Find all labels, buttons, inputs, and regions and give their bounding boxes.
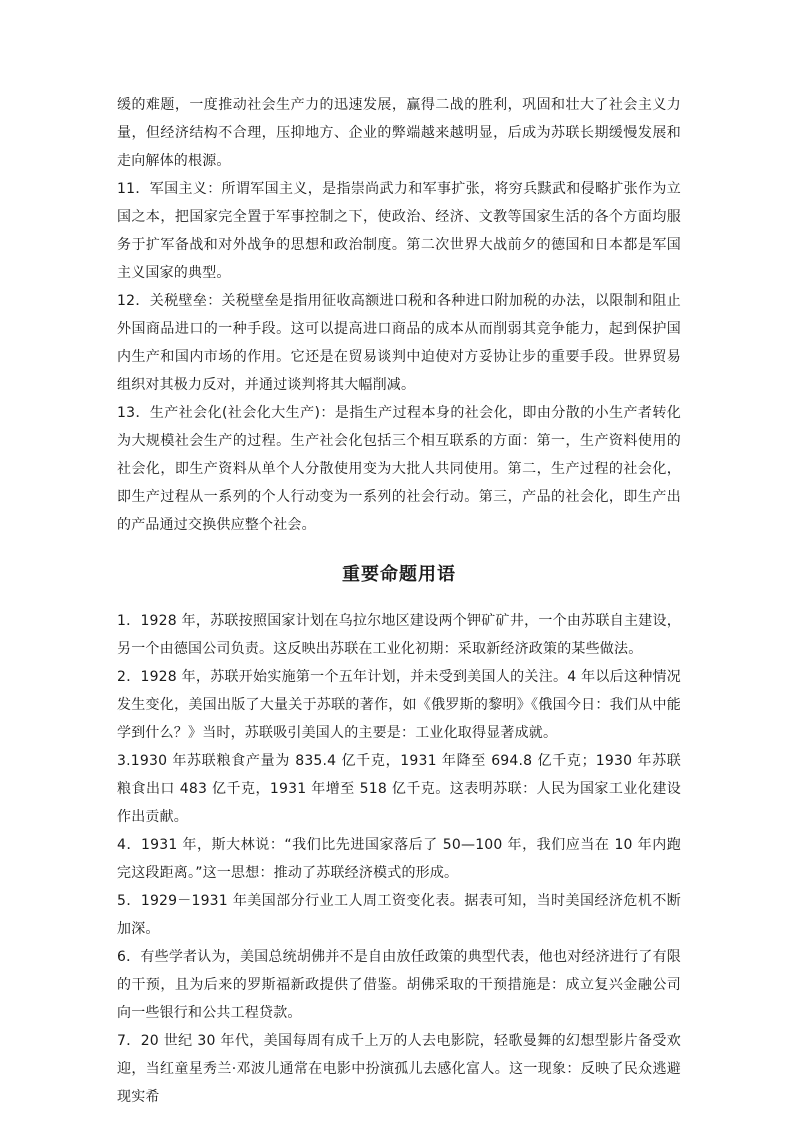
- phrase-item-1: 1．1928 年，苏联按照国家计划在乌拉尔地区建设两个钾矿矿井，一个由苏联自主建设，另一个由德国公司负责。这反映出苏联在工业化初期：采取新经济政策的某些做法。: [117, 613, 681, 657]
- phrase-item-3: 3.1930 年苏联粮食产量为 835.4 亿千克，1931 年降至 694.8 亿千克；1930 年苏联粮食出口 483 亿千克，1931 年增至 518 亿千克。这表明苏联：人民为国家工业化建设作出贡献。: [117, 753, 681, 825]
- section-title: 重要命题用语: [342, 564, 456, 585]
- phrase-item-6: 6．有些学者认为，美国总统胡佛并不是自由放任政策的典型代表，他也对经济进行了有限的干预，且为后来的罗斯福新政提供了借鉴。胡佛采取的干预措施是：成立复兴金融公司向一些银行和公共工程贷款。: [117, 949, 681, 1021]
- phrase-item-2: 2．1928 年，苏联开始实施第一个五年计划，并未受到美国人的关注。4 年以后这种情况发生变化，美国出版了大量关于苏联的著作，如《俄罗斯的黎明》《俄国今日：我们从中能学到什么？》当时，苏联吸引美国人的主要是：工业化取得显著成就。: [117, 669, 681, 741]
- phrase-item-4: 4．1931 年，斯大林说：“我们比先进国家落后了 50—100 年，我们应当在 10 年内跑完这段距离。”这一思想：推动了苏联经济模式的形成。: [117, 837, 681, 881]
- phrase-item-7: 7．20 世纪 30 年代，美国每周有成千上万的人去电影院，轻歌曼舞的幻想型影片备受欢迎，当红童星秀兰·邓波儿通常在电影中扮演孤儿去感化富人。这一现象：反映了民众逃避现实希: [117, 1033, 681, 1105]
- document-content: [117, 91, 681, 1111]
- phrase-item-5: 5．1929－1931 年美国部分行业工人周工资变化表。据表可知，当时美国经济危机不断加深。: [117, 893, 681, 937]
- term-12-tariff-barrier: 12．关税壁垒：关税壁垒是指用征收高额进口税和各种进口附加税的办法，以限制和阻止外国商品进口的一种手段。这可以提高进口商品的成本从而削弱其竞争能力，起到保护国内生产和国内市场的作用。它还是在贸易谈判中迫使对方妥协让步的重要手段。世界贸易组织对其极力反对，并通过谈判将其大幅削减。: [117, 293, 681, 393]
- term-11-militarism: 11．军国主义：所谓军国主义，是指崇尚武力和军事扩张，将穷兵黩武和侵略扩张作为立国之本，把国家完全置于军事控制之下，使政治、经济、文教等国家生活的各个方面均服务于扩军备战和对外战争的思想和政治制度。第二次世界大战前夕的德国和日本都是军国主义国家的典型。: [117, 181, 681, 281]
- paragraph-continuation: 缓的难题，一度推动社会生产力的迅速发展，赢得二战的胜利，巩固和壮大了社会主义力量，但经济结构不合理，压抑地方、企业的弊端越来越明显，后成为苏联长期缓慢发展和走向解体的根源。: [117, 97, 681, 169]
- terms-section: [117, 91, 681, 539]
- exam-phrases-section: [117, 607, 681, 1111]
- term-13-socialized-production: 13．生产社会化(社会化大生产)：是指生产过程本身的社会化，即由分散的小生产者转化为大规模社会生产的过程。生产社会化包括三个相互联系的方面：第一，生产资料使用的社会化，即生产资料从单个人分散使用变为大批人共同使用。第二，生产过程的社会化，即生产过程从一系列的个人行动变为一系列的社会行动。第三，产品的社会化，即生产出的产品通过交换供应整个社会。: [117, 405, 681, 533]
